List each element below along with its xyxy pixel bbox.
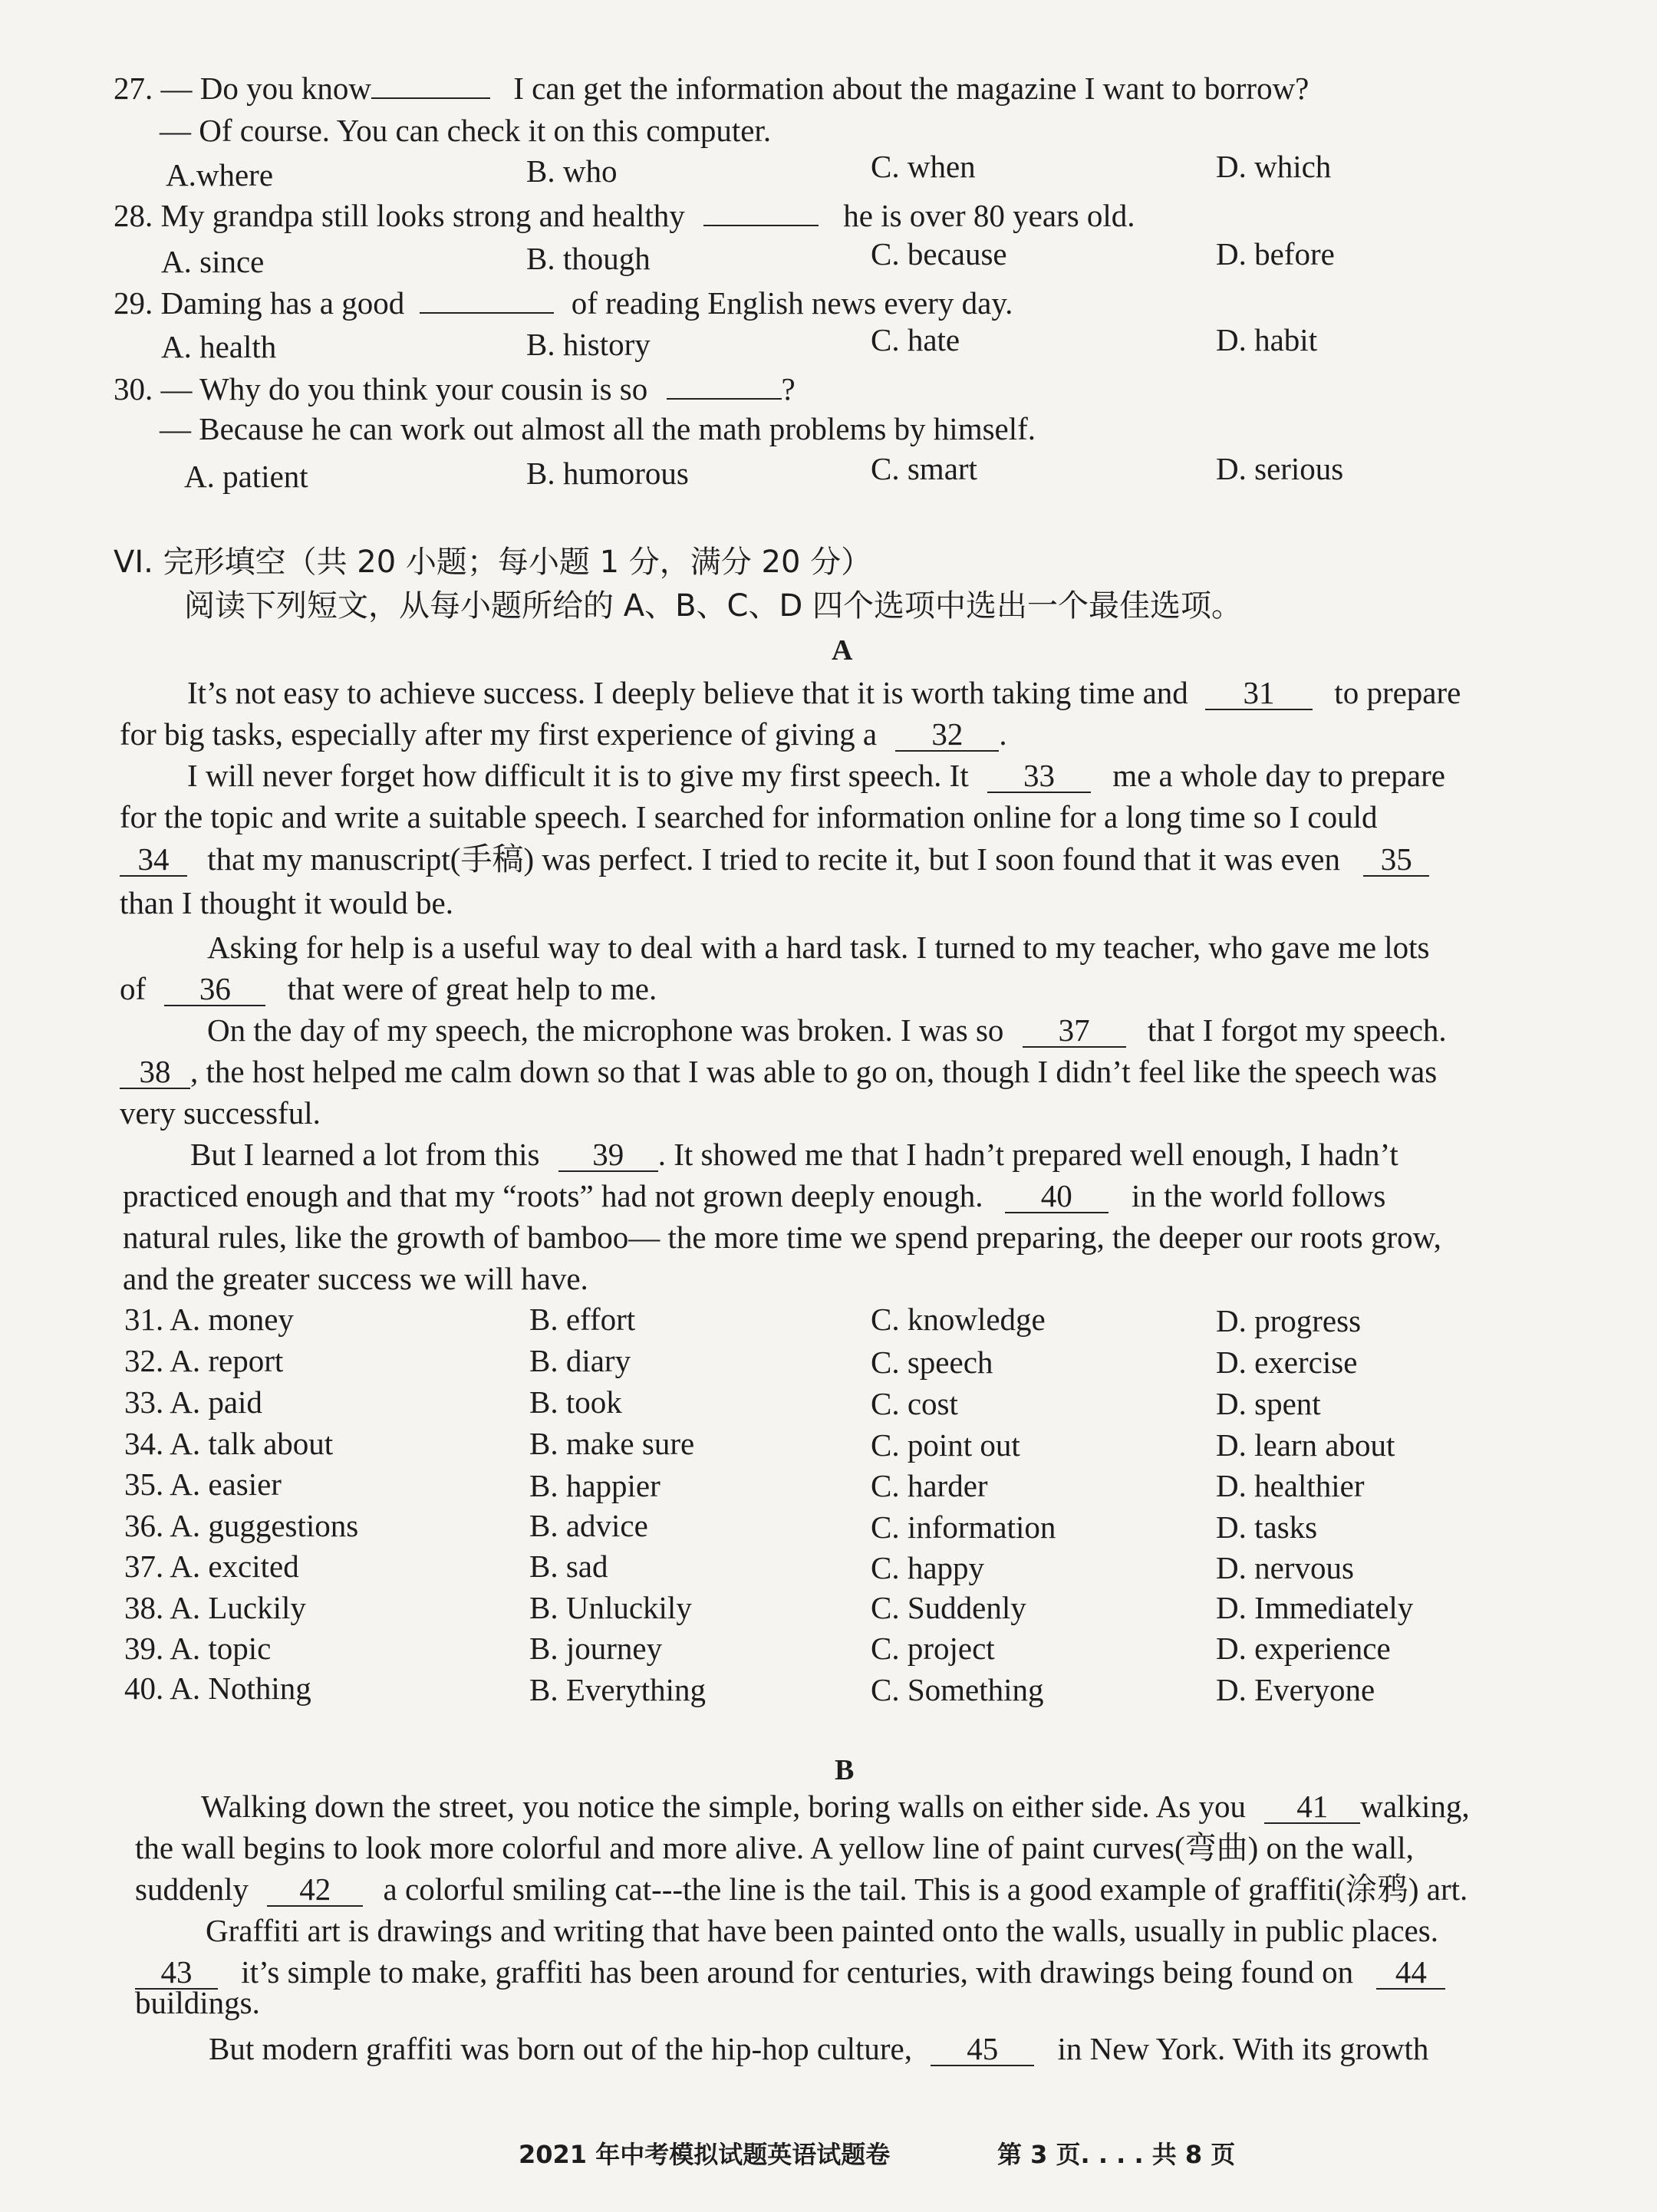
choice-35-b: B. happier — [529, 1468, 660, 1503]
section-6-instruction: 阅读下列短文，从每小题所给的 A、B、C、D 四个选项中选出一个最佳选项。 — [184, 588, 1242, 624]
choice-35-a: 35. A. easier — [124, 1466, 282, 1502]
choice-34-b: B. make sure — [529, 1426, 695, 1461]
q29-option-a: A. health — [161, 329, 277, 364]
q28-blank — [703, 225, 819, 226]
choice-38-a: 38. A. Luckily — [124, 1590, 306, 1625]
choice-40-b: B. Everything — [529, 1672, 707, 1707]
text: me a whole day to prepare — [1112, 758, 1445, 793]
blank-42: 42 — [267, 1873, 363, 1907]
q29-stem-end: of reading English news every day. — [571, 285, 1013, 321]
blank-38: 38 — [120, 1055, 190, 1089]
question-27-stem — [114, 69, 1309, 107]
text: I will never forget how difficult it is to give my first speech. It — [187, 758, 969, 793]
q28-option-c: C. because — [871, 236, 1007, 272]
q27-blank — [371, 97, 490, 99]
choice-32-d: D. exercise — [1216, 1345, 1358, 1380]
blank-45: 45 — [931, 2033, 1034, 2066]
choice-39-a: 39. A. topic — [124, 1631, 272, 1666]
q27-option-d: D. which — [1216, 149, 1332, 184]
passage-b-label: B — [835, 1754, 855, 1786]
passage-a-line-15: and the greater success we will have. — [123, 1261, 588, 1296]
choice-38-b: B. Unluckily — [529, 1590, 692, 1625]
blank-33: 33 — [987, 759, 1091, 793]
blank-32: 32 — [895, 718, 999, 752]
text: in the world follows — [1131, 1178, 1386, 1213]
choice-35-c: C. harder — [871, 1468, 988, 1503]
q29-option-c: C. hate — [871, 322, 960, 357]
blank-41: 41 — [1264, 1790, 1360, 1824]
footer-page-number: 第 3 页. . . . 共 8 页 — [997, 2140, 1236, 2169]
passage-a-line-4: for the topic and write a suitable speech. I searched for information online for a long time so I could — [120, 799, 1378, 834]
q30-stem-end: ? — [781, 371, 796, 407]
q28-option-d: D. before — [1216, 236, 1335, 272]
text: a colorful smiling cat---the line is the tail. This is a good example of graffiti(涂鸦) art. — [383, 1871, 1468, 1907]
text: it’s simple to make, graffiti has been around for centuries, with drawings being found on — [241, 1954, 1354, 1990]
choice-39-d: D. experience — [1216, 1631, 1391, 1666]
text: On the day of my speech, the microphone was broken. I was so — [207, 1012, 1004, 1048]
choice-39-c: C. project — [871, 1631, 995, 1666]
footer-title: 2021 年中考模拟试题英语试题卷 — [519, 2140, 891, 2169]
text: , the host helped me calm down so that I was able to go on, though I didn’t feel like the speech was — [190, 1054, 1438, 1089]
q27-option-a: A.where — [166, 157, 274, 193]
choice-36-a: 36. A. guggestions — [124, 1508, 359, 1543]
choice-31-b: B. effort — [529, 1302, 636, 1337]
text: . — [999, 716, 1007, 752]
passage-a-line-12 — [190, 1135, 1398, 1173]
choice-40-c: C. Something — [871, 1672, 1044, 1707]
blank-36: 36 — [164, 973, 265, 1006]
passage-a-line-11: very successful. — [120, 1095, 321, 1131]
text: But I learned a lot from this — [190, 1137, 540, 1172]
section-6-heading: VI. 完形填空（共 20 小题；每小题 1 分，满分 20 分） — [114, 545, 872, 580]
blank-40: 40 — [1005, 1180, 1109, 1213]
passage-b-line-1 — [201, 1787, 1470, 1825]
choice-36-d: D. tasks — [1216, 1509, 1318, 1545]
q27-stem-start: 27. — Do you know — [114, 71, 371, 106]
text: in New York. With its growth — [1057, 2031, 1429, 2066]
choice-36-b: B. advice — [529, 1508, 648, 1543]
q30-option-d: D. serious — [1216, 451, 1344, 486]
choice-36-c: C. information — [871, 1509, 1056, 1545]
text: that were of great help to me. — [287, 971, 657, 1006]
q29-stem-start: 29. Daming has a good — [114, 285, 405, 321]
passage-a-line-2 — [120, 715, 1007, 753]
passage-a-line-9 — [207, 1011, 1447, 1049]
text: that my manuscript(手稿) was perfect. I tried to recite it, but I soon found that it was even — [207, 841, 1340, 877]
passage-b-line-6: buildings. — [135, 1985, 260, 2020]
choice-33-a: 33. A. paid — [124, 1384, 262, 1420]
passage-a-line-5 — [120, 840, 1429, 878]
passage-a-line-7: Asking for help is a useful way to deal with a hard task. I turned to my teacher, who gave me lots — [207, 930, 1430, 965]
blank-44: 44 — [1376, 1956, 1445, 1990]
passage-a-line-13 — [123, 1177, 1385, 1215]
choice-33-c: C. cost — [871, 1386, 958, 1421]
text: that I forgot my speech. — [1147, 1012, 1447, 1048]
choice-38-d: D. Immediately — [1216, 1590, 1414, 1625]
q27-option-c: C. when — [871, 149, 976, 184]
question-30-stem — [114, 370, 796, 408]
text: It’s not easy to achieve success. I deeply believe that it is worth taking time and — [187, 675, 1188, 710]
blank-39: 39 — [558, 1138, 658, 1172]
choice-40-d: D. Everyone — [1216, 1672, 1375, 1707]
text: for big tasks, especially after my first experience of giving a — [120, 716, 878, 752]
choice-34-d: D. learn about — [1216, 1427, 1395, 1463]
passage-b-line-4: Graffiti art is drawings and writing that have been painted onto the walls, usually in public places. — [206, 1913, 1438, 1948]
blank-43: 43 — [135, 1956, 218, 1990]
blank-34: 34 — [120, 843, 187, 877]
q27-reply: — Of course. You can check it on this computer. — [160, 113, 772, 148]
choice-32-b: B. diary — [529, 1343, 631, 1378]
passage-a-line-6: than I thought it would be. — [120, 885, 454, 920]
choice-37-b: B. sad — [529, 1549, 608, 1584]
q29-option-b: B. history — [526, 327, 651, 362]
blank-37: 37 — [1023, 1014, 1126, 1048]
choice-37-d: D. nervous — [1216, 1550, 1354, 1585]
passage-a-line-8 — [120, 969, 657, 1008]
passage-a-line-3 — [187, 756, 1445, 795]
text: suddenly — [135, 1871, 249, 1907]
q30-option-c: C. smart — [871, 451, 977, 486]
q27-option-b: B. who — [526, 153, 618, 189]
choice-33-b: B. took — [529, 1384, 622, 1420]
text: of — [120, 971, 147, 1006]
passage-a-label: A — [832, 634, 853, 667]
choice-31-a: 31. A. money — [124, 1302, 294, 1337]
choice-37-a: 37. A. excited — [124, 1549, 299, 1584]
choice-34-c: C. point out — [871, 1427, 1020, 1463]
choice-34-a: 34. A. talk about — [124, 1426, 334, 1461]
q28-option-b: B. though — [526, 241, 651, 276]
passage-b-line-5 — [135, 1953, 1445, 1991]
q28-stem-start: 28. My grandpa still looks strong and healthy — [114, 198, 685, 233]
q27-stem-end: I can get the information about the magazine I want to borrow? — [513, 71, 1309, 106]
question-29-stem — [114, 284, 1013, 322]
q28-option-a: A. since — [161, 244, 265, 279]
text: walking, — [1360, 1789, 1470, 1824]
choice-33-d: D. spent — [1216, 1386, 1321, 1421]
choice-39-b: B. journey — [529, 1631, 663, 1666]
q30-blank — [667, 398, 782, 400]
text: to prepare — [1334, 675, 1461, 710]
blank-35: 35 — [1363, 843, 1429, 877]
choice-31-c: C. knowledge — [871, 1302, 1046, 1337]
passage-b-line-2: the wall begins to look more colorful and more alive. A yellow line of paint curves(弯曲) on the wall, — [135, 1830, 1414, 1865]
choice-32-a: 32. A. report — [124, 1343, 284, 1378]
passage-a-line-14: natural rules, like the growth of bamboo— the more time we spend preparing, the deeper our roots grow, — [123, 1220, 1441, 1255]
text: Walking down the street, you notice the simple, boring walls on either side. As you — [201, 1789, 1246, 1824]
choice-40-a: 40. A. Nothing — [124, 1671, 311, 1706]
q29-blank — [420, 312, 554, 314]
choice-37-c: C. happy — [871, 1550, 985, 1585]
choice-32-c: C. speech — [871, 1345, 993, 1380]
blank-31: 31 — [1205, 676, 1313, 710]
q30-stem-start: 30. — Why do you think your cousin is so — [114, 371, 648, 407]
q30-option-a: A. patient — [184, 459, 308, 494]
q29-option-d: D. habit — [1216, 322, 1318, 357]
passage-b-line-7 — [209, 2029, 1428, 2068]
text: practiced enough and that my “roots” had not grown deeply enough. — [123, 1178, 983, 1213]
choice-38-c: C. Suddenly — [871, 1590, 1026, 1625]
choice-35-d: D. healthier — [1216, 1468, 1365, 1503]
q30-reply: — Because he can work out almost all the math problems by himself. — [160, 411, 1036, 446]
q28-stem-end: he is over 80 years old. — [843, 198, 1135, 233]
question-28-stem — [114, 196, 1135, 235]
passage-a-line-1 — [187, 673, 1461, 712]
q30-option-b: B. humorous — [526, 456, 689, 491]
text: . It showed me that I hadn’t prepared well enough, I hadn’t — [657, 1137, 1398, 1172]
passage-a-line-10 — [120, 1052, 1437, 1091]
text: But modern graffiti was born out of the hip-hop culture, — [209, 2031, 912, 2066]
choice-31-d: D. progress — [1216, 1303, 1362, 1338]
passage-b-line-3 — [135, 1870, 1468, 1908]
